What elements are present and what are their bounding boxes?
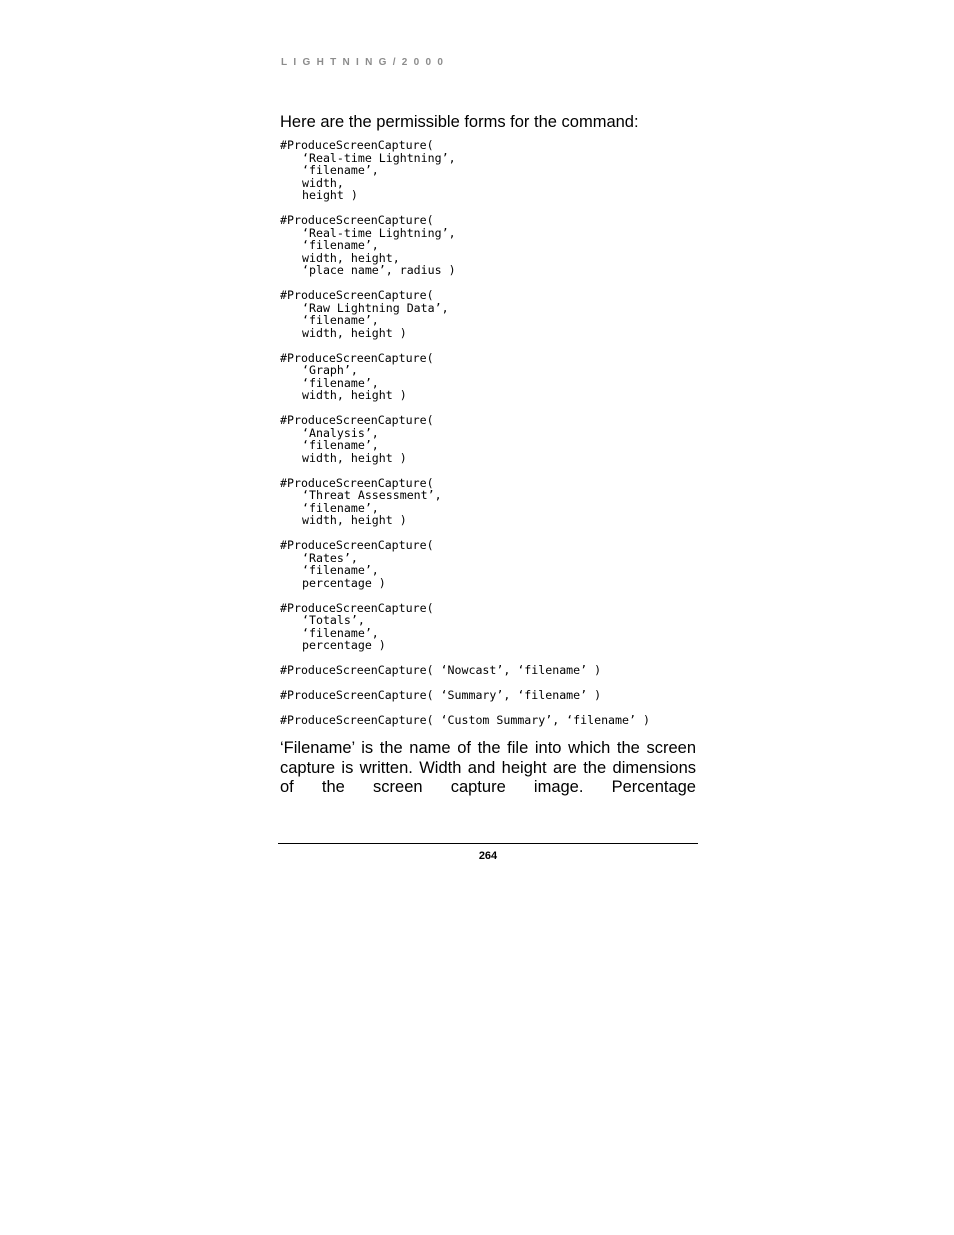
code-argument-line: ‘filename’, bbox=[302, 563, 379, 577]
command-forms bbox=[280, 139, 696, 727]
code-command-line: #ProduceScreenCapture( bbox=[280, 288, 434, 302]
code-argument-line: percentage ) bbox=[302, 638, 386, 652]
code-block bbox=[280, 664, 696, 677]
code-block bbox=[280, 352, 696, 402]
code-command-line: #ProduceScreenCapture( bbox=[280, 138, 434, 152]
code-argument-line: width, bbox=[302, 175, 344, 190]
code-block bbox=[280, 414, 696, 464]
code-command-line: #ProduceScreenCapture( bbox=[280, 538, 434, 552]
code-block bbox=[280, 539, 696, 589]
running-header: LIGHTNING/2000 bbox=[281, 57, 450, 68]
code-argument-line: ‘filename’, bbox=[302, 238, 379, 252]
code-block bbox=[280, 289, 696, 339]
code-argument-line: ‘filename’, bbox=[302, 313, 379, 327]
code-command-line: #ProduceScreenCapture( ‘Nowcast’, ‘filename’ ) bbox=[280, 663, 602, 677]
code-block bbox=[280, 214, 696, 277]
code-argument-line: width, height ) bbox=[302, 450, 407, 465]
code-command-line: #ProduceScreenCapture( bbox=[280, 213, 434, 227]
code-command-line: #ProduceScreenCapture( bbox=[280, 413, 434, 427]
code-argument-line: ‘Rates’, bbox=[302, 550, 358, 565]
code-command-line: #ProduceScreenCapture( bbox=[280, 600, 434, 615]
code-command-line: #ProduceScreenCapture( bbox=[280, 475, 434, 490]
explanation-line: capture is written. Width and height are the bbox=[280, 758, 607, 777]
code-argument-line: ‘filename’, bbox=[302, 375, 379, 390]
code-argument-line: ‘Real-time Lightning’, bbox=[302, 225, 456, 240]
code-argument-line: height ) bbox=[302, 188, 358, 202]
explanation-line: ‘Filename’ is the name of the file into which the screen bbox=[280, 739, 696, 757]
explanation-line: dimensions of the screen capture image. Percentage bbox=[280, 758, 696, 796]
code-argument-line: width, height ) bbox=[302, 325, 407, 340]
code-block bbox=[280, 477, 696, 527]
code-argument-line: ‘filename’, bbox=[302, 500, 379, 515]
code-argument-line: ‘Analysis’, bbox=[302, 425, 379, 440]
code-argument-line: ‘Real-time Lightning’, bbox=[302, 150, 456, 165]
footer-rule bbox=[278, 843, 698, 844]
code-argument-line: ‘Graph’, bbox=[302, 363, 358, 377]
code-command-line: #ProduceScreenCapture( bbox=[280, 350, 434, 365]
code-block bbox=[280, 689, 696, 702]
code-argument-line: ‘Raw Lightning Data’, bbox=[302, 300, 449, 315]
code-argument-line: width, height ) bbox=[302, 388, 407, 402]
code-argument-line: width, height ) bbox=[302, 513, 407, 527]
code-argument-line: ‘Threat Assessment’, bbox=[302, 488, 442, 502]
code-block bbox=[280, 714, 696, 727]
code-command-line: #ProduceScreenCapture( ‘Summary’, ‘filename’ ) bbox=[280, 688, 602, 702]
page-number: 264 bbox=[478, 850, 498, 862]
code-argument-line: ‘place name’, radius ) bbox=[302, 263, 456, 277]
code-block bbox=[280, 602, 696, 652]
code-argument-line: percentage ) bbox=[302, 575, 386, 590]
code-command-line: #ProduceScreenCapture( ‘Custom Summary’, ‘filename’ ) bbox=[280, 713, 650, 727]
code-argument-line: ‘filename’, bbox=[302, 163, 379, 177]
code-argument-line: ‘Totals’, bbox=[302, 613, 365, 627]
code-argument-line: ‘filename’, bbox=[302, 625, 379, 640]
code-block bbox=[280, 139, 696, 202]
intro-paragraph: Here are the permissible forms for the command: bbox=[280, 113, 639, 131]
page-content bbox=[280, 112, 696, 798]
explanation-paragraph bbox=[280, 739, 696, 798]
code-argument-line: ‘filename’, bbox=[302, 438, 379, 452]
code-argument-line: width, height, bbox=[302, 250, 400, 265]
